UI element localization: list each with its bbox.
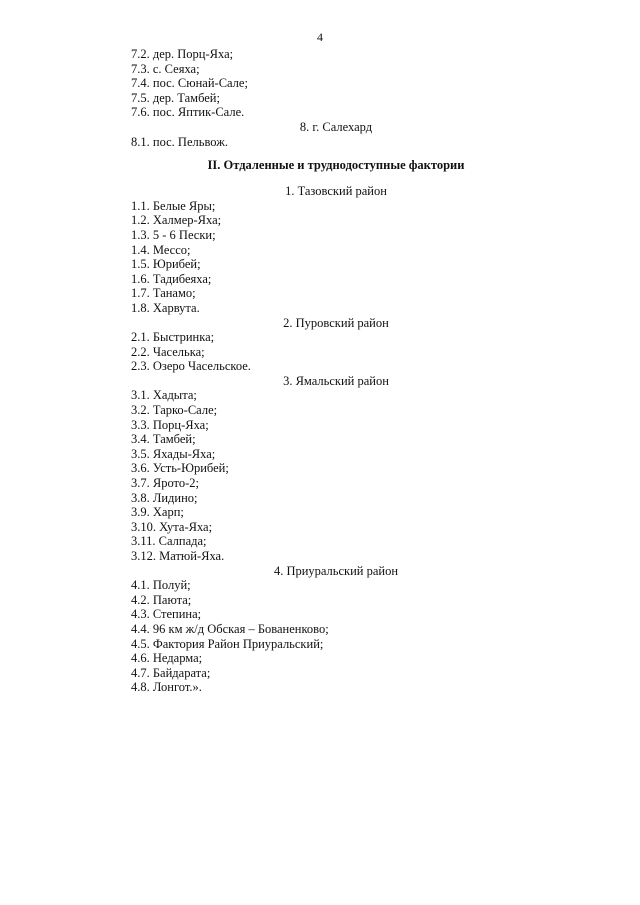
list-item: 3.11. Салпада; (131, 534, 207, 549)
list-item: 3.3. Порц-Яха; (131, 417, 209, 432)
list-item: 8.1. пос. Пельвож. (131, 134, 228, 149)
district-purovsky (131, 316, 541, 374)
list-item: 7.5. дер. Тамбей; (131, 90, 220, 105)
city-heading: 8. г. Салехард (299, 119, 373, 134)
list-item: 7.4. пос. Сюнай-Сале; (131, 76, 248, 91)
list-item: 1.5. Юрибей; (131, 257, 201, 272)
list-item: 1.6. Тадибеяха; (131, 271, 212, 286)
district-priuralsky (131, 564, 541, 695)
district-tazovsky (131, 184, 541, 315)
section-7-list (131, 47, 541, 120)
list-item: 7.3. с. Сеяха; (131, 61, 200, 76)
page-number: 4 (317, 30, 323, 44)
list-item: 3.6. Усть-Юрибей; (131, 461, 229, 476)
list-item: 4.1. Полуй; (131, 578, 191, 593)
list-item: 3.2. Тарко-Сале; (131, 403, 218, 418)
list-item: 3.4. Тамбей; (131, 432, 196, 447)
district-heading: 1. Тазовский район (285, 184, 387, 199)
list-item: 2.2. Часелька; (131, 344, 205, 359)
list-item: 3.5. Яхады-Яха; (131, 446, 216, 461)
list-item: 1.4. Мессо; (131, 242, 191, 257)
list-item: 3.1. Хадыта; (131, 388, 197, 403)
list-item: 4.5. Фактория Район Приуральский; (131, 636, 324, 651)
document-body (131, 47, 541, 695)
list-item: 2.1. Быстринка; (131, 330, 215, 345)
list-item: 1.7. Танамо; (131, 286, 196, 301)
list-item: 3.7. Ярото-2; (131, 476, 199, 491)
district-heading: 3. Ямальский район (283, 373, 389, 388)
list-item: 3.8. Лидино; (131, 490, 198, 505)
list-item: 3.10. Хута-Яха; (131, 519, 213, 534)
list-item: 4.2. Паюта; (131, 592, 192, 607)
list-item: 4.8. Лонгот.». (131, 680, 202, 695)
section-title: II. Отдаленные и труднодоступные фактории (207, 158, 465, 173)
district-heading: 2. Пуровский район (283, 315, 389, 330)
list-item: 3.12. Матюй-Яха. (131, 549, 225, 563)
district-heading: 4. Приуральский район (273, 563, 399, 578)
list-item: 1.2. Халмер-Яха; (131, 213, 222, 228)
list-item: 4.6. Недарма; (131, 651, 203, 666)
list-item: 4.4. 96 км ж/д Обская – Бованенково; (131, 621, 329, 636)
list-item: 2.3. Озеро Часельское. (131, 359, 251, 374)
list-item: 1.3. 5 - 6 Пески; (131, 227, 216, 242)
list-item: 1.1. Белые Яры; (131, 198, 216, 213)
list-item: 1.8. Харвута. (131, 300, 200, 315)
list-item: 4.3. Степина; (131, 607, 202, 622)
district-yamalsky (131, 374, 541, 564)
list-item: 3.9. Харп; (131, 505, 184, 520)
list-item: 7.6. пос. Яптик-Сале. (131, 105, 245, 120)
list-item: 4.7. Байдарата; (131, 665, 211, 680)
list-item: 7.2. дер. Порц-Яха; (131, 47, 234, 61)
